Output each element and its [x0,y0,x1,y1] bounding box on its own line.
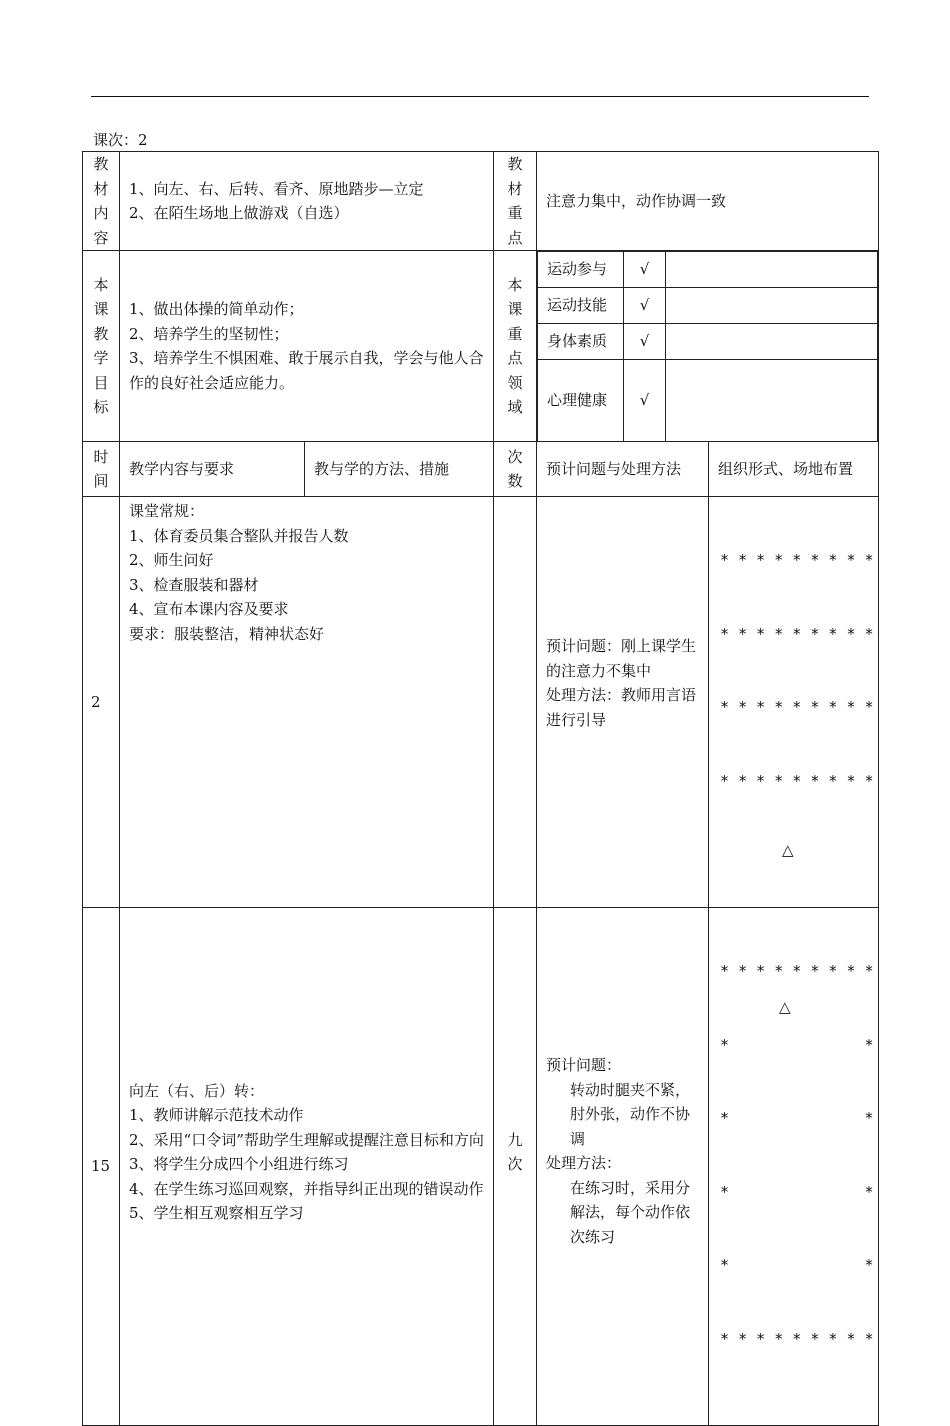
section-content [120,908,494,1426]
domain-name: 心理健康 [538,360,624,442]
section-problems [537,908,709,1426]
solution-text: 在练习时，采用分解法，每个动作依次练习 [570,1178,691,1246]
domain-cell [537,251,879,442]
content-line: 课堂常规： [129,502,205,520]
domain-name: 运动技能 [538,288,624,324]
goals-row [83,251,879,442]
focus-text: 注意力集中，动作协调一致 [537,152,879,251]
focus-label: 教 材 重 点 [494,152,537,251]
domain-label: 本 课 重 点 领 域 [494,251,537,442]
content-line: 要求：服装整洁，精神状态好 [129,624,325,643]
content-line: 1、教师讲解示范技术动作 [129,1106,304,1125]
section-time: 2 [83,497,120,908]
domain-check: √ [624,288,666,324]
formation-row: * * * * * * * * * [720,1329,874,1348]
lesson-plan-table [82,151,879,1426]
section-count: 九 次 [494,908,537,1426]
content-line: 4、宣布本课内容及要求 [129,600,289,618]
header-problems: 预计问题与处理方法 [537,442,709,497]
formation-row: * * [720,1182,874,1201]
header-row [83,442,879,497]
solution-text: 处理方法：教师用言语进行引导 [546,686,697,729]
header-method: 教与学的方法、措施 [305,442,494,497]
section-formation [709,908,879,1426]
formation-row: * * * * * * * * * [720,698,874,716]
content-items [120,152,494,251]
teacher-triangle-icon: △ [779,998,791,1016]
content-item: 1、向左、右、后转、看齐、原地踏步—立定 [129,179,424,198]
content-line: 1、体育委员集合整队并报告人数 [129,526,349,545]
content-line: 3、将学生分成四个小组进行练习 [129,1155,349,1174]
content-label: 教 材 内 容 [83,152,120,251]
formation-row: * * * * * * * * * [720,771,874,790]
lesson-number: 课次：2 [93,131,148,149]
header-count: 次 数 [494,442,537,497]
header-time: 时 间 [83,442,120,497]
solution-heading: 处理方法： [546,1154,622,1173]
formation-diagram [709,499,878,907]
content-row [83,152,879,251]
formation-row: * * [720,1035,874,1054]
teacher-triangle-icon: △ [782,841,794,859]
section-row [83,908,879,1426]
section-problems [537,497,709,908]
formation-row: * * [720,1256,874,1274]
content-line: 2、师生问好 [129,551,214,569]
content-line: 5、学生相互观察相互学习 [129,1204,304,1223]
problem-text: 转动时腿夹不紧，肘外张，动作不协调 [570,1080,691,1148]
goal-item: 1、做出体操的简单动作； [129,300,304,318]
formation-diagram [709,910,878,1425]
domain-name: 身体素质 [538,324,624,360]
header-content: 教学内容与要求 [120,442,305,497]
section-time: 15 [83,908,120,1426]
content-line: 3、检查服装和器材 [129,575,259,594]
header-rule [91,96,869,97]
content-line: 向左（右、后）转： [129,1081,265,1100]
section-formation [709,497,879,908]
domain-check: √ [624,324,666,360]
section-count [494,497,537,908]
formation-row: * * * * * * * * * [720,624,874,643]
problem-heading: 预计问题： [546,1056,622,1075]
goals-items [120,251,494,442]
section-content [120,497,494,908]
content-line: 2、采用“口令词”帮助学生理解或提醒注意目标和方向 [129,1130,484,1149]
content-item: 2、在陌生场地上做游戏（自选） [129,204,349,222]
header-organization: 组织形式、场地布置 [709,442,879,497]
formation-row: * * * * * * * * * [720,551,874,569]
domain-check: √ [624,360,666,442]
domain-table [537,251,878,441]
goals-label: 本 课 教 学 目 标 [83,251,120,442]
domain-name: 运动参与 [538,252,624,288]
formation-row: * * [720,1109,874,1127]
goal-item: 3、培养学生不惧困难、敢于展示自我，学会与他人合作的良好社会适应能力。 [129,349,484,392]
content-line: 4、在学生练习巡回观察，并指导纠正出现的错误动作 [129,1179,484,1198]
section-row [83,497,879,908]
goal-item: 2、培养学生的坚韧性； [129,324,289,343]
problem-text: 预计问题：刚上课学生的注意力不集中 [546,637,697,680]
formation-row: * * * * * * * * * [720,962,874,980]
domain-check: √ [624,252,666,288]
